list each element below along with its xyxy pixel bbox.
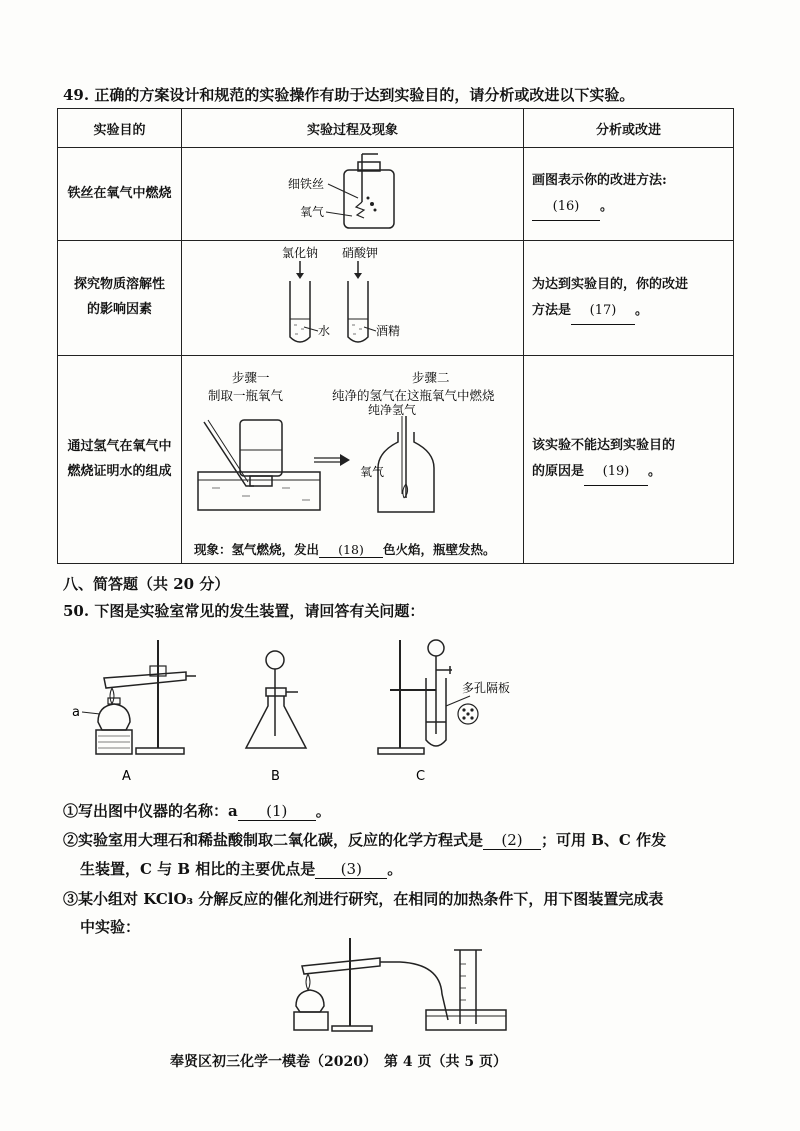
label-C: C [416, 769, 426, 784]
iron-wire-bottle-figure [182, 148, 522, 236]
q50-part2-mid: ；可用 B、C 作发 [541, 831, 667, 849]
step2-title: 步骤二 [412, 369, 450, 385]
row2-analysis-line2: 方法是 [532, 302, 572, 318]
row3-figure [182, 356, 524, 564]
blank-18[interactable]: (18) [319, 542, 383, 558]
label-pure-hydrogen: 纯净氢气 [368, 402, 417, 417]
blank-3[interactable]: (3) [315, 860, 387, 879]
q50-part2-line2-prefix: 生装置，C 与 B 相比的主要优点是 [80, 860, 316, 878]
row2-analysis-line1: 为达到实验目的，你的改进 [532, 276, 689, 292]
q50-part2-prefix: ②实验室用大理石和稀盐酸制取二氧化碳，反应的化学方程式是 [63, 831, 484, 849]
experiment-table [57, 108, 734, 564]
phenomenon-line [182, 540, 523, 558]
label-iron-wire: 细铁丝 [288, 177, 325, 191]
section-8-title: 八、简答题（共 20 分） [63, 575, 230, 593]
row1-analysis: 画图表示你的改进方法: (16) 。 [524, 148, 734, 241]
row2-purpose-line2: 的影响因素 [86, 302, 152, 317]
row2-figure [182, 241, 524, 356]
label-oxygen-1: 氧气 [300, 205, 325, 219]
blank-1[interactable]: (1) [238, 802, 316, 821]
header-process: 实验过程及现象 [182, 109, 524, 148]
row3-purpose-line2: 燃烧证明水的组成 [67, 463, 172, 479]
hydrogen-burning-figure [182, 362, 522, 532]
label-nacl: 氯化钠 [282, 246, 319, 260]
label-kno3: 硝酸钾 [342, 246, 379, 260]
q50-part1-suffix: 。 [315, 802, 331, 820]
row1-purpose: 铁丝在氧气中燃烧 [58, 148, 182, 241]
label-water: 水 [318, 324, 331, 338]
row1-analysis-text: 画图表示你的改进方法: [532, 172, 667, 188]
label-porous-plate: 多孔隔板 [462, 681, 511, 695]
q50-part2-suffix: 。 [387, 860, 403, 878]
header-analysis: 分析或改进 [524, 109, 734, 148]
label-oxygen-2: 氧气 [360, 464, 385, 479]
blank-19[interactable]: (19) [584, 459, 648, 486]
solubility-tubes-figure [182, 241, 522, 351]
q50-title: 50. 下图是实验室常见的发生装置，请回答有关问题： [63, 602, 425, 620]
step2-desc: 纯净的氢气在这瓶氧气中燃烧 [332, 387, 495, 403]
q50-part3-line2: 中实验： [80, 918, 141, 936]
q49-title: 49. 正确的方案设计和规范的实验操作有助于达到实验目的，请分析或改进以下实验。 [63, 86, 635, 104]
step1-desc: 制取一瓶氧气 [208, 387, 284, 403]
q50-part2-line1 [63, 829, 666, 850]
row2-purpose [58, 241, 182, 356]
q50-part1 [63, 800, 331, 821]
q50-part2-line2 [80, 858, 402, 879]
row2-purpose-line1: 探究物质溶解性 [73, 277, 165, 293]
row2-analysis: 为达到实验目的，你的改进 方法是 (17) 。 [524, 241, 734, 356]
row1-figure [182, 148, 524, 241]
blank-16[interactable]: (16) [532, 194, 600, 221]
row3-purpose [58, 356, 182, 564]
row3-analysis: 该实验不能达到实验目的 的原因是 (19) 。 [524, 356, 734, 564]
apparatus-figure [60, 630, 511, 790]
label-a: a [72, 705, 80, 720]
row3-analysis-line1: 该实验不能达到实验目的 [532, 438, 676, 453]
header-purpose: 实验目的 [58, 109, 182, 148]
row3-purpose-line1: 通过氢气在氧气中 [67, 438, 172, 454]
blank-17[interactable]: (17) [571, 298, 635, 325]
q50-part1-prefix: ①写出图中仪器的名称：a [63, 802, 238, 820]
label-A: A [122, 769, 131, 784]
phenomenon-prefix: 现象：氢气燃烧，发出 [194, 541, 320, 557]
step1-title: 步骤一 [232, 369, 270, 385]
phenomenon-suffix: 色火焰，瓶壁发热。 [383, 541, 496, 557]
label-B: B [271, 769, 280, 784]
q50-part3-line1: ③某小组对 KClO₃ 分解反应的催化剂进行研究，在相同的加热条件下，用下图装置完成表 [63, 890, 664, 908]
label-alcohol: 酒精 [376, 324, 401, 338]
kclo3-apparatus-figure [280, 934, 540, 1034]
row3-analysis-line2: 的原因是 [532, 464, 585, 479]
blank-2[interactable]: (2) [483, 831, 541, 850]
page-footer: 奉贤区初三化学一模卷（2020） 第 4 页（共 5 页） [170, 1054, 507, 1070]
